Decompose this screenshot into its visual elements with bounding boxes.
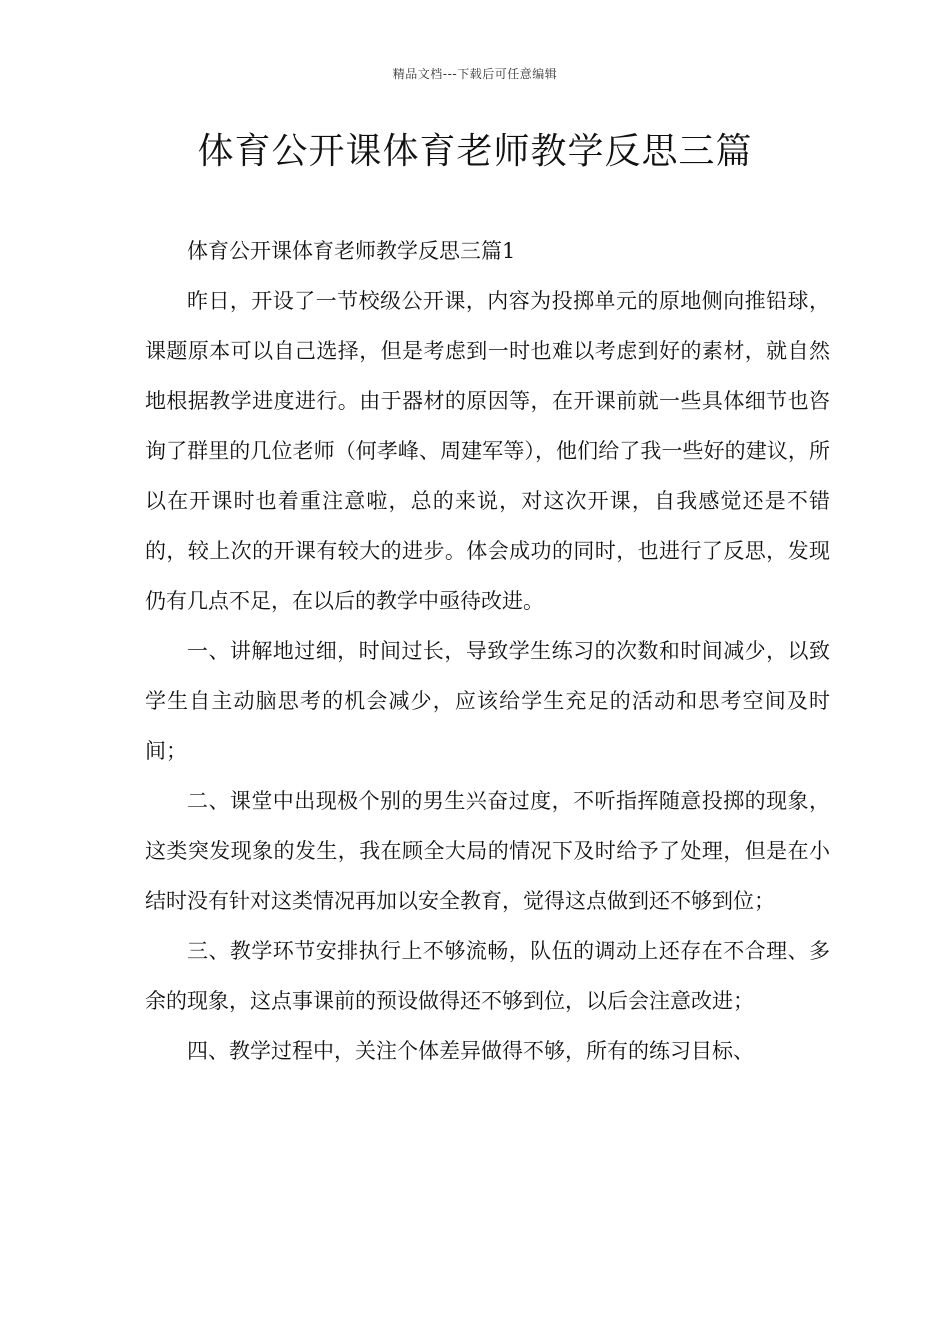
document-title: 体育公开课体育老师教学反思三篇	[197, 131, 753, 172]
document-body	[145, 226, 830, 1076]
section-heading: 体育公开课体育老师教学反思三篇1	[187, 239, 516, 263]
paragraph: 三、教学环节安排执行上不够流畅，队伍的调动上还存在不合理、多余的现象，这点事课前的预设做得还不够到位，以后会注意改进；	[145, 939, 830, 1013]
paragraph: 昨日，开设了一节校级公开课，内容为投掷单元的原地侧向推铅球，课题原本可以自己选择，但是考虑到一时也难以考虑到好的素材，就自然地根据教学进度进行。由于器材的原因等，在开课前就一些具体细节也咨询了群里的几位老师（何孝峰、周建军等），他们给了我一些好的建议，所以在开课时也着重注意啦，总的来说，对这次开课，自我感觉还是不错的，较上次的开课有较大的进步。体会成功的同时，也进行了反思，发现仍有几点不足，在以后的教学中亟待改进。	[145, 289, 830, 613]
paragraph: 一、讲解地过细，时间过长，导致学生练习的次数和时间减少，以致学生自主动脑思考的机会减少，应该给学生充足的活动和思考空间及时间；	[145, 639, 830, 763]
paragraph: 四、教学过程中，关注个体差异做得不够，所有的练习目标、	[187, 1039, 754, 1063]
paragraph: 二、课堂中出现极个别的男生兴奋过度，不听指挥随意投掷的现象，这类突发现象的发生，我在顾全大局的情况下及时给予了处理，但是在小结时没有针对这类情况再加以安全教育，觉得这点做到还不够到位；	[145, 789, 830, 913]
header-note: 精品文档---下载后可任意编辑	[392, 67, 558, 81]
